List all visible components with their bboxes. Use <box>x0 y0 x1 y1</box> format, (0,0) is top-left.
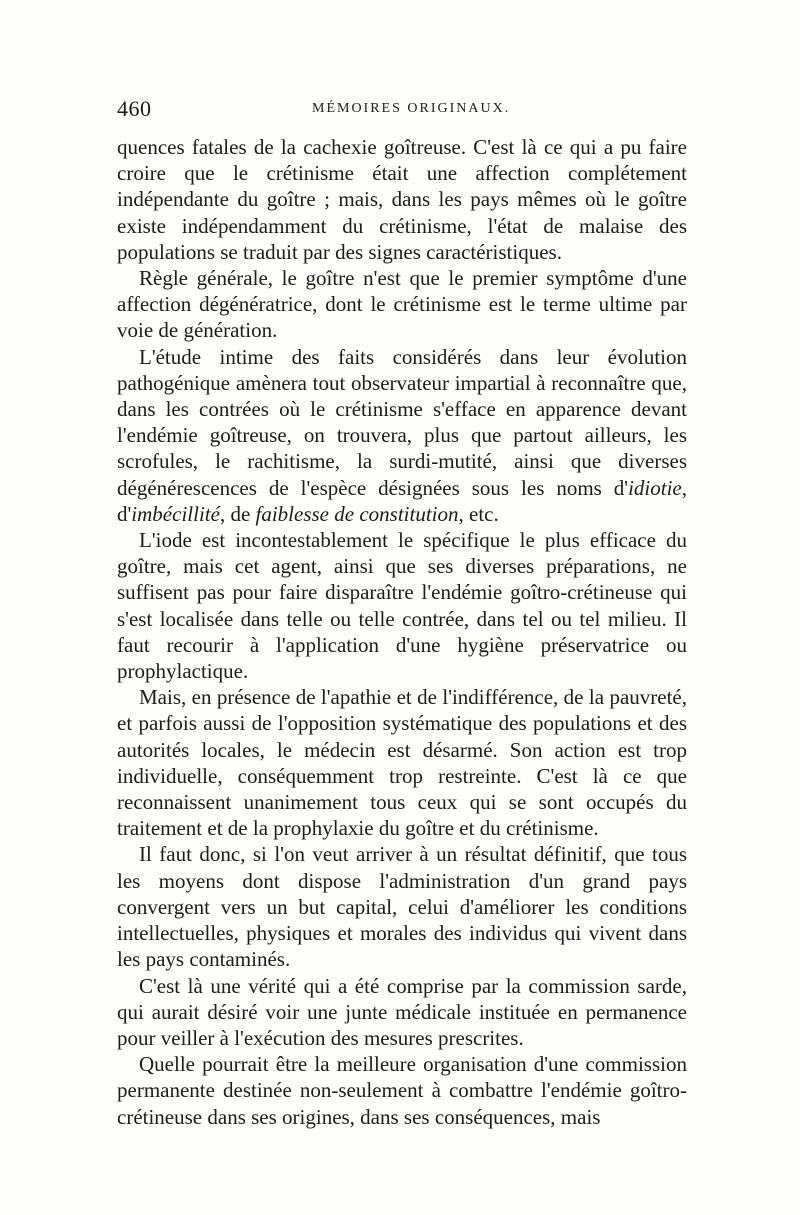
paragraph-3-text-start: L'étude intime des faits considérés dans leur évolution pathogénique amènera tout observateur impartial à reconnaître que, dans les contrées où le crétinisme s'efface en apparence devant l'endémie goîtreuse, on trouvera, plus que partout ailleurs, les scrofules, le rachitisme, la surdi-mutité, ainsi que diverses dégénérescences de l'espèce désignées sous les noms d' <box>117 344 687 500</box>
running-title: MÉMOIRES ORIGINAUX. <box>312 101 511 116</box>
term-idiotie: idiotie <box>628 475 682 500</box>
term-faiblesse: faiblesse de constitution <box>255 501 459 526</box>
paragraph-6: Il faut donc, si l'on veut arriver à un résultat définitif, que tous les moyens dont dispose l'administration d'un grand pays convergent vers un but capital, celui d'améliorer les conditions intellectuelles, physiques et morales des individus qui vivent dans les pays contaminés. <box>117 842 687 972</box>
paragraph-3-text-end: , etc. <box>458 501 499 526</box>
page-number: 460 <box>117 96 152 121</box>
term-imbecillite: imbécillité <box>131 501 220 526</box>
paragraph-4: L'iode est incontestablement le spécifique le plus efficace du goître, mais cet agent, ainsi que ses diverses préparations, ne suffisent pas pour faire disparaître l'endémie goîtro-crétineuse qui s'est localisée dans telle ou telle contrée, dans tel ou tel milieu. Il faut recourir à l'application d'une hygiène préservatrice ou prophylactique. <box>117 528 687 684</box>
paragraph-8: Quelle pourrait être la meilleure organisation d'une commission permanente destinée non-seulement à combattre l'endémie goîtro-crétineuse dans ses origines, dans ses conséquences, mais <box>117 1052 687 1129</box>
page-header <box>117 96 687 126</box>
paragraph-3 <box>117 344 687 527</box>
paragraph-7: C'est là une vérité qui a été comprise par la commission sarde, qui aurait désiré voir une junte médicale instituée en permanence pour veiller à l'exécution des mesures prescrites. <box>117 973 687 1050</box>
paragraph-1: quences fatales de la cachexie goîtreuse. C'est là ce qui a pu faire croire que le crétinisme était une affection complétement indépendante du goître ; mais, dans les pays mêmes où le goître existe indépendamment du crétinisme, l'état de malaise des populations se traduit par des signes caractéristiques. <box>117 135 687 264</box>
paragraph-3-text-mid-2: , de <box>219 501 256 526</box>
paragraph-2: Règle générale, le goître n'est que le premier symptôme d'une affection dégénératrice, dont le crétinisme est le terme ultime par voie de génération. <box>117 266 687 343</box>
paragraph-3-text-mid-1: , d' <box>117 475 687 526</box>
paragraph-5: Mais, en présence de l'apathie et de l'indifférence, de la pauvreté, et parfois aussi de l'opposition systématique des populations et des autorités locales, le médecin est désarmé. Son action est trop individuelle, conséquemment trop restreinte. C'est là ce que reconnaissent unanimement tous ceux qui se sont occupés du traitement et de la prophylaxie du goître et du crétinisme. <box>117 685 687 841</box>
body-text <box>117 134 687 1130</box>
